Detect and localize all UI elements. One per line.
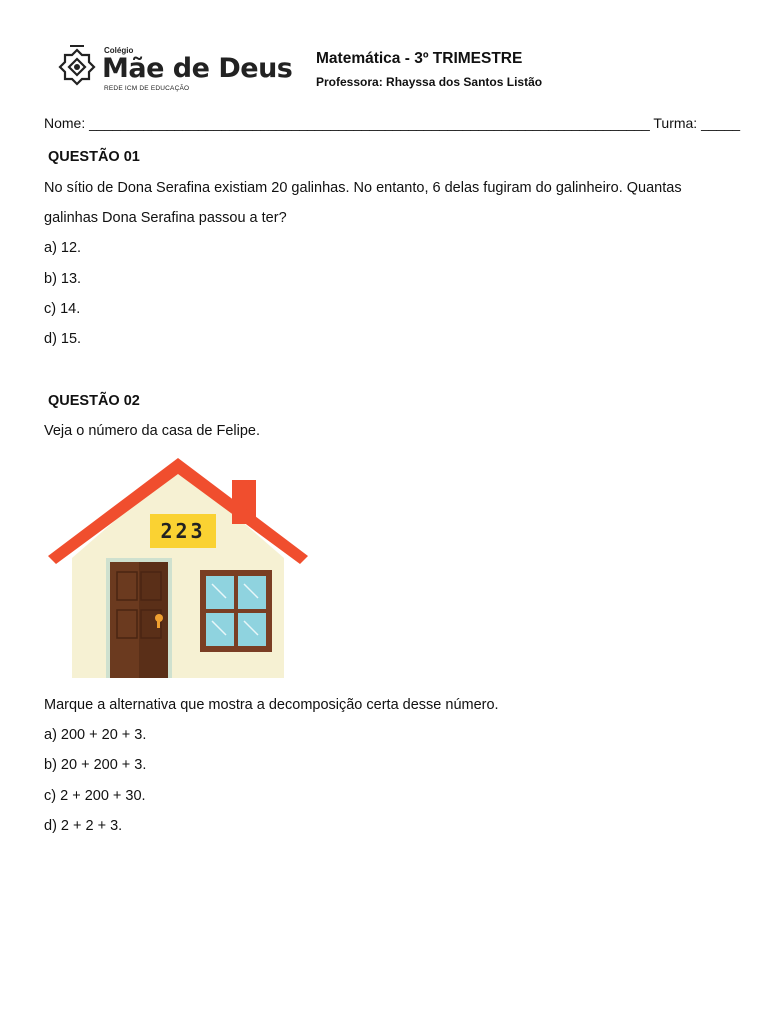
- school-name: Mãe de Deus: [102, 53, 293, 84]
- question-1-option-d[interactable]: d) 15.: [44, 331, 82, 347]
- question-2-option-a[interactable]: a) 200 + 20 + 3.: [44, 727, 147, 743]
- question-1-text-line-1: No sítio de Dona Serafina existiam 20 galinhas. No entanto, 6 delas fugiram do galinheiro. Quantas: [44, 180, 682, 196]
- house-number: 223: [160, 519, 206, 543]
- question-2-title: QUESTÃO 02: [48, 393, 140, 409]
- student-info-row: [44, 115, 740, 131]
- school-logo-emblem-icon: [56, 42, 98, 92]
- question-1-option-c[interactable]: c) 14.: [44, 301, 81, 317]
- name-field[interactable]: ________________________________________________________________________: [89, 115, 650, 131]
- question-1-title: QUESTÃO 01: [48, 149, 140, 165]
- question-2-option-d[interactable]: d) 2 + 2 + 3.: [44, 818, 123, 834]
- question-2-intro: Veja o número da casa de Felipe.: [44, 423, 261, 439]
- school-label: Colégio: [104, 46, 134, 55]
- question-1-option-a[interactable]: a) 12.: [44, 240, 82, 256]
- page-title: Matemática - 3º TRIMESTRE: [316, 50, 523, 67]
- name-label: Nome:: [44, 115, 86, 131]
- house-illustration: [44, 452, 314, 682]
- question-2-prompt: Marque a alternativa que mostra a decomposição certa desse número.: [44, 697, 499, 713]
- question-2-option-c[interactable]: c) 2 + 200 + 30.: [44, 788, 146, 804]
- teacher-name: Professora: Rhayssa dos Santos Listão: [316, 75, 543, 89]
- question-1-text-line-2: galinhas Dona Serafina passou a ter?: [44, 210, 287, 226]
- school-network: REDE ICM DE EDUCAÇÃO: [104, 85, 190, 92]
- question-1-option-b[interactable]: b) 13.: [44, 271, 82, 287]
- question-2-option-b[interactable]: b) 20 + 200 + 3.: [44, 757, 147, 773]
- class-field[interactable]: _____: [701, 115, 741, 131]
- class-label: Turma:: [653, 115, 698, 131]
